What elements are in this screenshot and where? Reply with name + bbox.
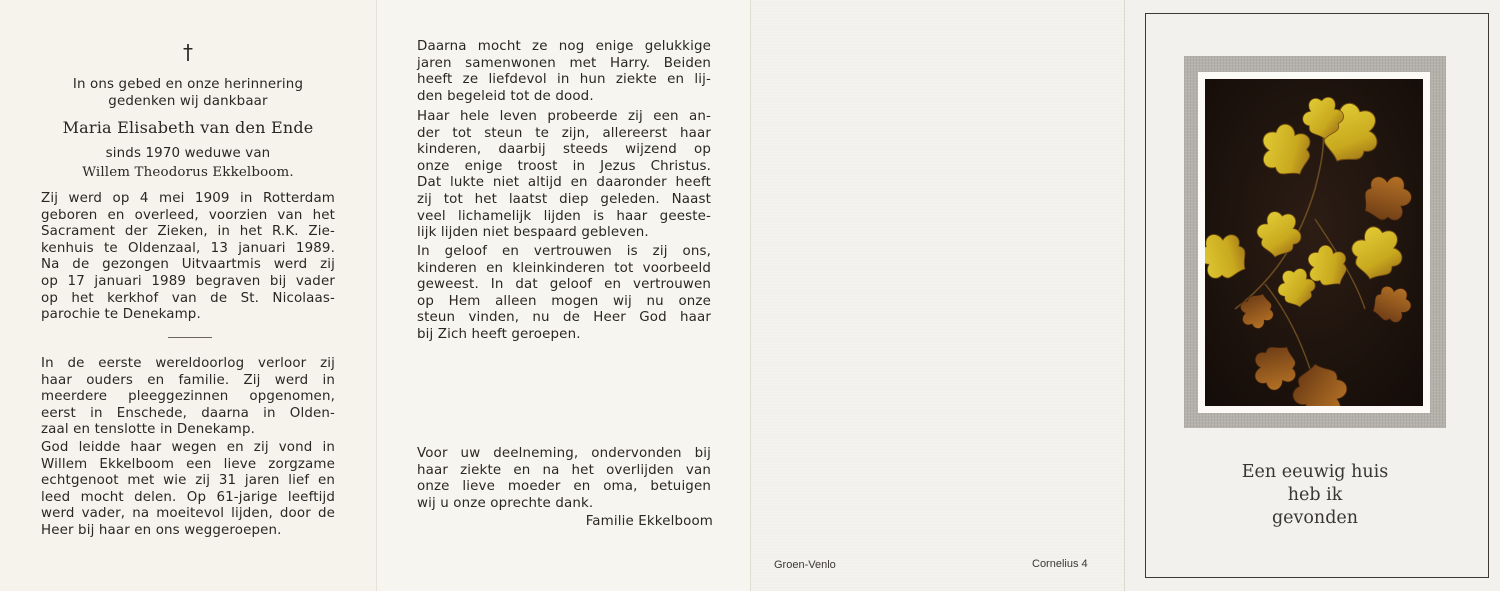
- biography-paragraph-3: God leidde haar wegen en zij vond in Willem Ekkelboom een lieve zorgzame echtgenoot met wie zij 31 jaren lief en leed mocht delen. Op 61-jarige leeftijd werd vader, na moeitevol lijden, door de Heer bij haar en ons weggeroepen.: [41, 440, 335, 538]
- intro-text: In ons gebed en onze herinnering gedenken wij dankbaar: [72, 77, 304, 109]
- text-paragraph-3: In geloof en vertrouwen is zij ons, kinderen en kleinkinderen tot voorbeeld geweest. In dat geloof en vertrouwen op Hem alleen mogen wij nu onze steun vinden, nu de Heer God haar bij Zich heeft geroepen.: [417, 244, 711, 342]
- biography-paragraph-1: Zij werd op 4 mei 1909 in Rotterdam geboren en overleed, voorzien van het Sacrament der Zieken, in het R.K. Zie- kenhuis te Oldenzaal, 13 januari 1989. Na de gezongen Uitvaartmis werd zij op 17 januari 1989 begraven bij vader op het kerkhof van de St. Nicolaas- parochie te Denekamp.: [41, 191, 335, 323]
- cross-icon: †: [183, 40, 193, 64]
- text-paragraph-2: Haar hele leven probeerde zij een an- der tot steun te zijn, allereerst haar kinderen, daarbij steeds wijzend op onze enige troost in Jezus Christus. Dat lukte niet altijd en daaronder heeft zij tot het laatst diep geleden. Naast veel lichamelijk lijden is haar geeste- lijk lijden niet bespaard gebleven.: [417, 109, 711, 241]
- oak-leaves-photo: [1205, 79, 1423, 406]
- printer-mark: Groen-Venlo: [774, 559, 836, 571]
- husband-name: Willem Theodorus Ekkelboom.: [82, 165, 294, 180]
- signature: Familie Ekkelboom: [585, 514, 713, 529]
- thanks-paragraph: Voor uw deelneming, ondervonden bij haar ziekte en na het overlijden van onze lieve moeder en oma, betuigen wij u onze oprechte dank.: [417, 446, 711, 511]
- widow-line: sinds 1970 weduwe van: [105, 146, 271, 161]
- text-paragraph-1: Daarna mocht ze nog enige gelukkige jaren samenwonen met Harry. Beiden heeft ze liefdevol in hun ziekte en lij- den begeleid tot de dood.: [417, 39, 711, 104]
- section-divider: [168, 337, 212, 338]
- oak-leaves-illustration: [1205, 79, 1423, 406]
- left-page: [0, 0, 376, 591]
- cover-verse: Een eeuwig huis heb ik gevonden: [1241, 462, 1389, 528]
- middle-page: [376, 0, 751, 591]
- biography-paragraph-2: In de eerste wereldoorlog verloor zij haar ouders en familie. Zij werd in meerdere pleeggezinnen opgenomen, eerst in Enschede, daarna in Olden- zaal en tenslotte in Denekamp.: [41, 356, 335, 438]
- series-mark: Cornelius 4: [1032, 558, 1088, 570]
- blank-page: [750, 0, 1125, 591]
- deceased-name: Maria Elisabeth van den Ende: [62, 118, 314, 137]
